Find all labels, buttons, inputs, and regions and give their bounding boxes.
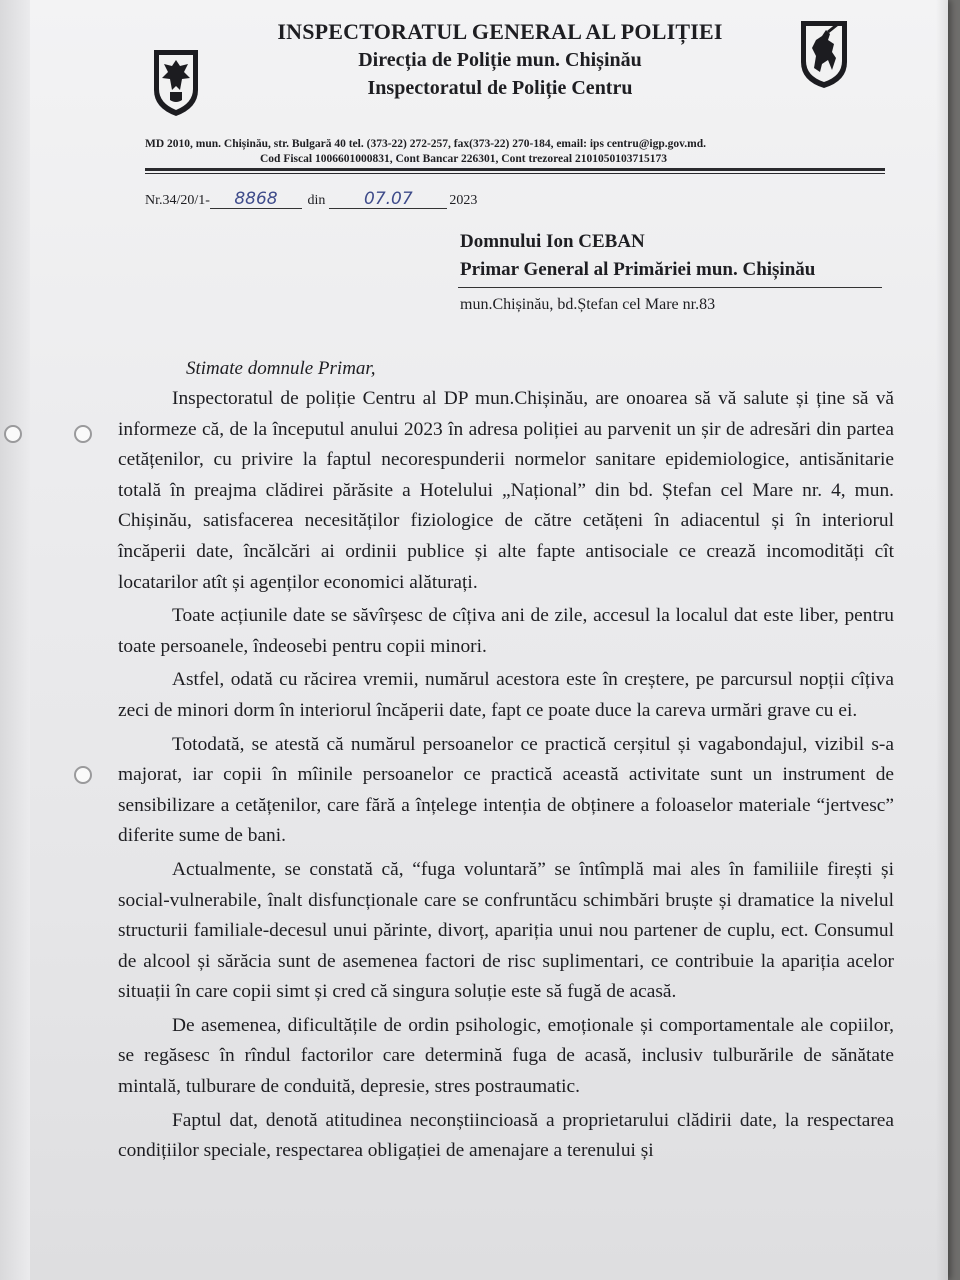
reference-number: 8868 — [210, 190, 302, 209]
page-edge — [0, 0, 30, 1280]
header-rule — [145, 168, 885, 171]
reference-year: 2023 — [449, 193, 478, 208]
reference-date: 07.07 — [329, 190, 447, 209]
recipient-rule — [458, 287, 882, 288]
reference-line — [145, 190, 477, 209]
recipient-name: Domnului Ion CEBAN — [460, 231, 645, 252]
header-rule-thin — [145, 173, 885, 174]
punch-hole — [74, 766, 92, 784]
greeting: Stimate domnule Primar, — [186, 358, 376, 379]
reference-prefix: Nr.34/20/1- — [145, 193, 210, 208]
paragraph: Toate acțiunile date se săvîrșesc de cîțiva ani de zile, accesul la localul dat este liber, pentru toate persoanele, îndeosebi pentru copii minori. — [118, 605, 894, 657]
paragraph: Faptul dat, denotă atitudinea neconștiincioasă a proprietarului clădirii date, la respectarea condițiilor speciale, respectarea obligației de amenajare a terenului și — [118, 1109, 894, 1162]
paragraph: Actualmente, se constată că, “fuga voluntară” se întîmplă mai ales în familiile firești și social-vulnerabile, înalt disfuncționale care se confruntăcu schimbări bruște și dramatice la nivelul structurii familiale-decesul unui părinte, divorț, apariția unui nou partener de cuplu, ect. Consumul de alcool și sărăcia sunt de asemenea factori de risc suplimentari, ce contribuie la apariția acelor situații în care copii simt și cred că singura soluție este să fugă de acasă. — [118, 858, 894, 1003]
paragraph: De asemenea, dificultățile de ordin psihologic, emoționale și comportamentale ale copiilor, se regăsesc în rîndul factorilor care determină fuga de acasă, inclusiv tulburările de sănătate mintală, tulburare de conduită, depresie, stres postraumatic. — [118, 1014, 894, 1098]
paragraph: Totodată, se atestă că numărul persoanelor ce practică cerșitul și vagabondajul, vizibil s-a majorat, iar copii în mîinile persoanelor ce practică această activitate sunt un instrument de sensibilizare a cetățenilor, care fără a înțelege intenția de obținere a foloaselor materiale “jertvesc” diferite sume de bani. — [118, 733, 894, 847]
page-shadow — [936, 0, 948, 1280]
letterhead — [140, 18, 860, 102]
recipient-block — [460, 228, 815, 284]
contact-line-2: Cod Fiscal 1006601000831, Cont Bancar 226301, Cont trezoreal 2101050103715173 — [260, 153, 667, 165]
contact-line-1: MD 2010, mun. Chișinău, str. Bulgară 40 tel. (373-22) 272-257, fax(373-22) 270-184, email: ips centru@igp.gov.md. — [145, 138, 706, 150]
directorate-name: Direcția de Poliție mun. Chișinău — [358, 49, 642, 71]
din-label: din — [307, 193, 326, 208]
inspectorate-name: Inspectoratul de Poliție Centru — [367, 77, 633, 99]
recipient-title: Primar General al Primăriei mun. Chișinău — [460, 259, 816, 280]
punch-hole — [4, 425, 22, 443]
institution-name: INSPECTORATUL GENERAL AL POLIȚIEI — [277, 19, 723, 44]
paragraph: Inspectoratul de poliție Centru al DP mun.Chișinău, are onoarea să vă salute și ține să vă informeze că, de la începutul anului 2023 în adresa poliției au parvenit un șir de adresări din partea cetățenilor, cu privire la faptul necorespunderii normelor sanitare epidemiologice, antisănitarie totală în preajma clădirei părăsite a Hotelului „Național” din bd. Ștefan cel Mare nr. 4, mun. Chișinău, satisfacerea necesităților fiziologice de către cetățeni în adiacentul și în interiorul încăperii date, încălcări ai ordinii publice și alte fapte antisociale ce crează incomodități cît locatarilor atît și agenților economici alăturați. — [118, 388, 894, 593]
recipient-address: mun.Chișinău, bd.Ștefan cel Mare nr.83 — [460, 296, 716, 313]
punch-hole — [74, 425, 92, 443]
letter-body — [118, 384, 894, 1170]
contact-info — [145, 137, 885, 167]
paragraph: Astfel, odată cu răcirea vremii, numărul acestora este în creștere, pe parcursul nopții cîțiva zeci de minori dorm în interiorul încăperii date, fapt ce poate duce la careva urmări grave cu ei. — [118, 669, 894, 721]
